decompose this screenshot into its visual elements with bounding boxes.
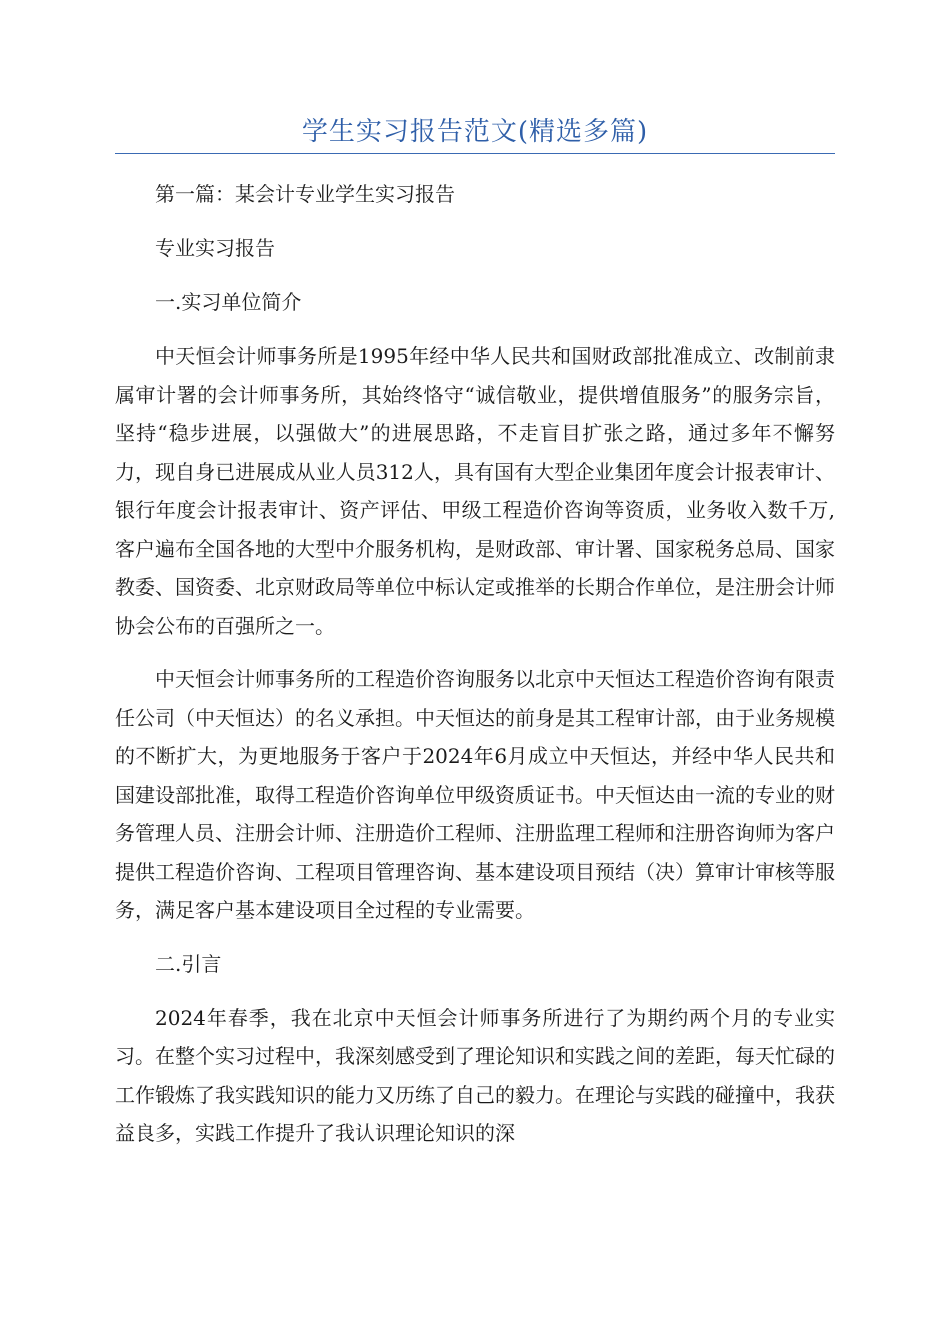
report-heading: 专业实习报告 <box>155 236 275 260</box>
document-title: 学生实习报告范文(精选多篇) <box>301 117 649 147</box>
section-heading: 二.引言 <box>155 951 222 976</box>
chapter-heading: 第一篇：某会计专业学生实习报告 <box>155 182 455 206</box>
title-underline <box>115 153 835 154</box>
section-heading: 一.实习单位简介 <box>155 290 302 314</box>
document-page <box>115 0 835 1344</box>
document-body <box>115 175 835 1153</box>
paragraph: 中天恒会计师事务所是1995年经中华人民共和国财政部批准成立、改制前隶属审计署的会计师事务所，其始终恪守“诚信敬业，提供增值服务”的服务宗旨，坚持“稳步进展，以强做大”的进展思路，不走盲目扩张之路，通过多年不懈努力，现自身已进展成从业人员312人，具有国有大型企业集团年度会计报表审计、银行年度会计报表审计、资产评估、甲级工程造价咨询等资质，业务收入数千万,客户遍布全国各地的大型中介服务机构，是财政部、审计署、国家税务总局、国家教委、国资委、北京财政局等单位中标认定或推举的长期合作单位，是注册会计师协会公布的百强所之一。 <box>115 344 835 638</box>
paragraph: 2024年春季，我在北京中天恒会计师事务所进行了为期约两个月的专业实习。在整个实习过程中，我深刻感受到了理论知识和实践之间的差距，每天忙碌的工作锻炼了我实践知识的能力又历练了自己的毅力。在理论与实践的碰撞中，我获益良多，实践工作提升了我认识理论知识的深 <box>115 1005 835 1145</box>
paragraph: 中天恒会计师事务所的工程造价咨询服务以北京中天恒达工程造价咨询有限责任公司（中天恒达）的名义承担。中天恒达的前身是其工程审计部，由于业务规模的不断扩大，为更地服务于客户于2024年6月成立中天恒达，并经中华人民共和国建设部批准，取得工程造价咨询单位甲级资质证书。中天恒达由一流的专业的财务管理人员、注册会计师、注册造价工程师、注册监理工程师和注册咨询师为客户提供工程造价咨询、工程项目管理咨询、基本建设项目预结（决）算审计审核等服务，满足客户基本建设项目全过程的专业需要。 <box>115 667 835 922</box>
